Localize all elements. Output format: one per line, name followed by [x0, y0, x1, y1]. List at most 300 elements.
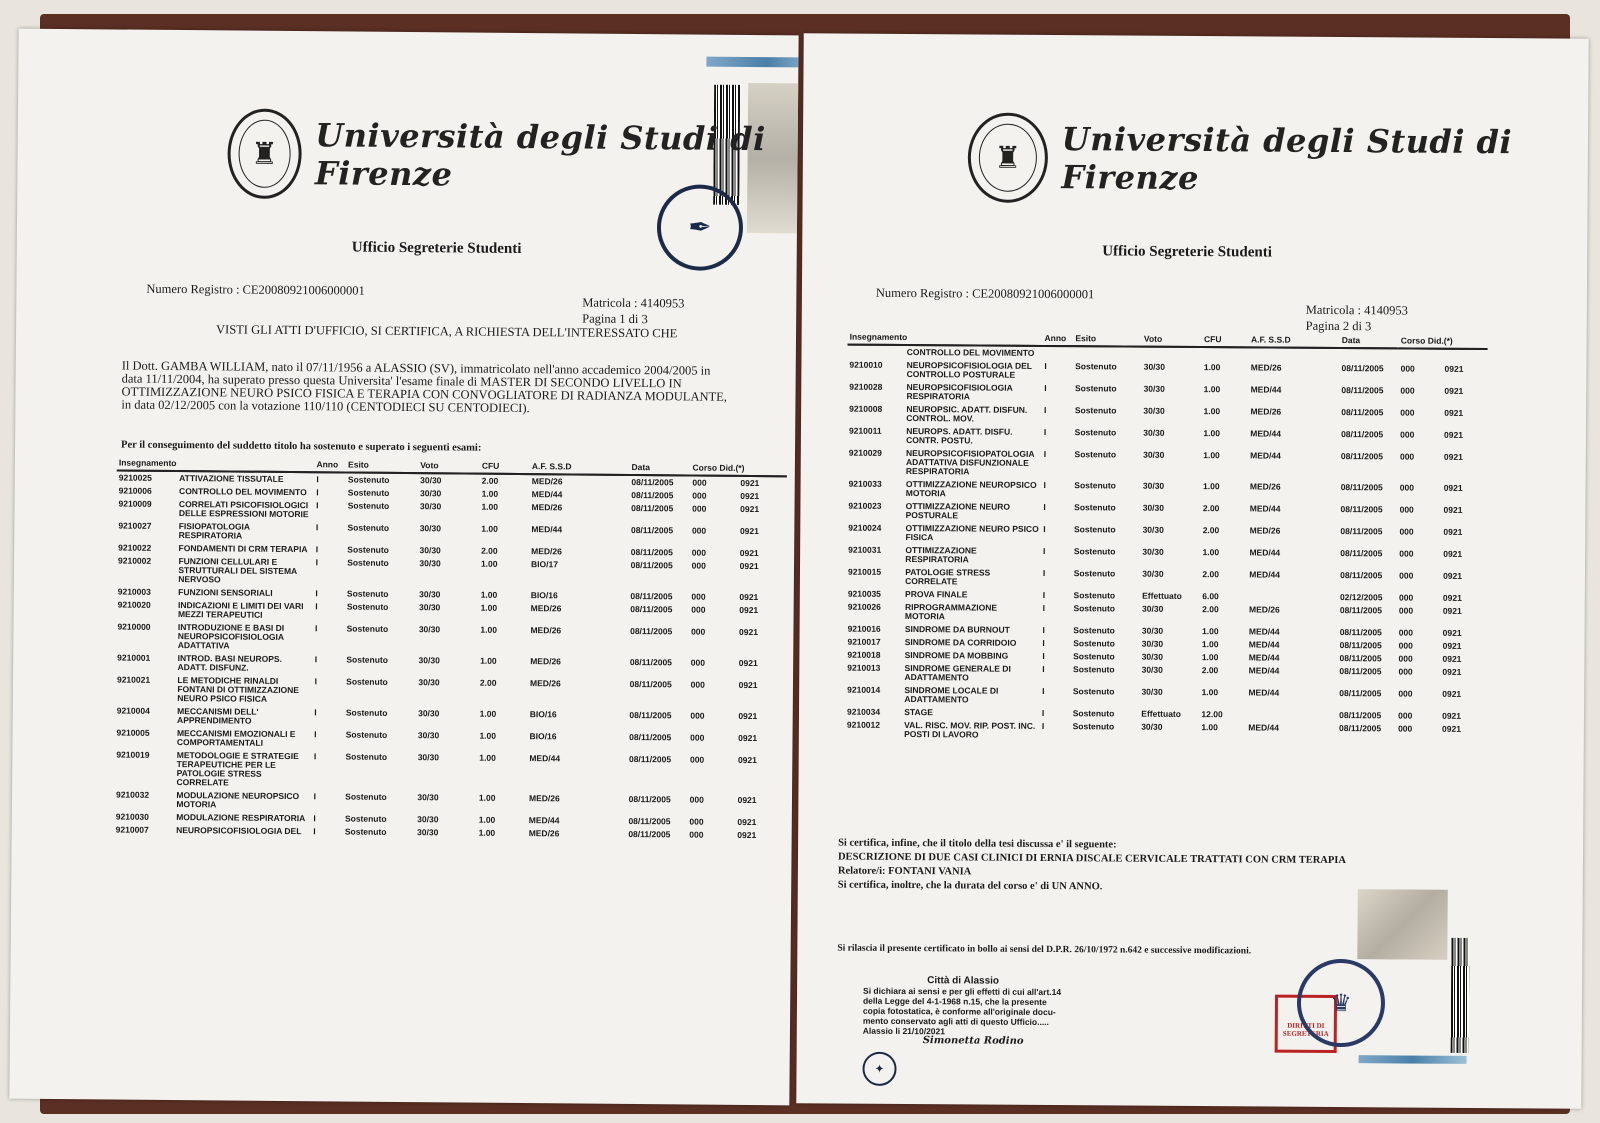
exam-c2: 0921 — [739, 560, 759, 572]
exam-cfu: 1.00 — [478, 792, 496, 803]
exam-code: 9210004 — [116, 705, 150, 716]
exam-c1: 000 — [689, 829, 704, 840]
exam-anno: I — [315, 522, 319, 533]
exam-cfu: 1.00 — [1201, 652, 1219, 663]
exam-code: 9210008 — [849, 403, 883, 414]
exam-c1: 000 — [1399, 526, 1414, 537]
exam-name: NEUROPSIC. ADATT. DISFUN. CONTROL. MOV. — [906, 403, 1028, 424]
col-corso: Corso Did.(*) — [1399, 335, 1488, 349]
exam-af: MED/44 — [1248, 626, 1280, 637]
round-stamp-icon: ✦ — [862, 1052, 896, 1086]
exam-af: MED/26 — [1250, 362, 1282, 373]
exam-data: 08/11/2005 — [631, 502, 674, 514]
exam-name: SINDROME DA BURNOUT — [904, 623, 1010, 635]
exam-name: MECCANISMI DELL' APPRENDIMENTO — [177, 706, 259, 726]
exam-esito: Sostenuto — [1075, 361, 1117, 372]
exam-voto: 30/30 — [418, 655, 440, 666]
exam-esito: Sostenuto — [1072, 686, 1115, 697]
exam-c1: 000 — [691, 560, 706, 571]
exam-cfu: 2.00 — [1201, 665, 1219, 676]
exam-af: BIO/16 — [529, 709, 557, 720]
exam-anno: I — [315, 623, 318, 634]
exam-c2: 0921 — [1442, 710, 1462, 721]
exam-c2: 0921 — [1444, 429, 1464, 440]
exam-anno: I — [1042, 663, 1045, 674]
exam-voto: 30/30 — [419, 589, 441, 600]
university-name: Università degli Studi di Firenze — [1061, 120, 1513, 198]
exam-c2: 0921 — [1442, 605, 1462, 616]
exam-c2: 0921 — [1442, 653, 1462, 664]
exam-data: 08/11/2005 — [1339, 640, 1382, 651]
exam-af: MED/44 — [1248, 687, 1280, 698]
relatore: Relatore/i: FONTANI VANIA — [837, 865, 972, 878]
exam-c1: 000 — [1398, 592, 1414, 603]
exam-cfu: 1.00 — [1203, 450, 1220, 461]
exam-esito: Sostenuto — [347, 500, 390, 511]
exam-data: 08/11/2005 — [630, 559, 673, 571]
exam-name: LE METODICHE RINALDI FONTANI DI OTTIMIZZAZIONE NEURO PSICO FISICA — [177, 675, 300, 704]
exam-name: OTTIMIZZAZIONE NEURO PSICO FISICA — [905, 522, 1039, 543]
exam-esito: Sostenuto — [1072, 721, 1115, 732]
exam-af: MED/26 — [530, 603, 562, 614]
citta-declaration — [863, 976, 1063, 1047]
exam-cfu: 1.00 — [479, 708, 497, 719]
exam-voto: 30/30 — [417, 814, 439, 825]
round-stamp-icon: ✒ — [657, 184, 744, 271]
exam-esito: Sostenuto — [1074, 480, 1116, 491]
exam-c1: 000 — [692, 503, 707, 514]
exam-anno: I — [313, 813, 316, 824]
exam-data: 08/11/2005 — [631, 489, 674, 501]
exam-data: 08/11/2005 — [1340, 451, 1384, 462]
exam-voto: 30/30 — [1143, 405, 1165, 416]
exam-c2: 0921 — [1442, 592, 1462, 603]
exam-anno: I — [314, 729, 317, 740]
exam-c1: 000 — [691, 626, 706, 637]
exam-esito: Sostenuto — [346, 654, 388, 665]
exam-c1: 000 — [1399, 482, 1414, 493]
exam-esito: Sostenuto — [346, 588, 389, 599]
exam-c1: 000 — [689, 754, 705, 765]
exam-name: NEUROPSICOFISIOLOGIA DEL — [176, 825, 302, 837]
exam-anno: I — [1041, 707, 1045, 718]
exam-data: 08/11/2005 — [629, 656, 672, 668]
exam-code: 9210012 — [846, 719, 881, 730]
exam-voto: 30/30 — [1143, 383, 1165, 394]
exam-data: 08/11/2005 — [629, 678, 672, 690]
exam-esito: Sostenuto — [1074, 427, 1117, 438]
exam-c2: 0921 — [740, 477, 760, 489]
exam-data: 08/11/2005 — [1340, 570, 1383, 581]
exam-data: 08/11/2005 — [1339, 666, 1382, 677]
exam-esito: Sostenuto — [1074, 405, 1117, 416]
exam-voto: 30/30 — [1142, 524, 1164, 535]
exam-name: FISIOPATOLOGIA RESPIRATORIA — [178, 521, 250, 541]
exam-data: 08/11/2005 — [1340, 504, 1383, 515]
exam-c2: 0921 — [737, 794, 757, 806]
exam-anno: I — [314, 707, 317, 718]
exam-esito: Sostenuto — [1073, 603, 1116, 614]
exam-c2: 0921 — [739, 547, 759, 559]
exam-voto: 30/30 — [1141, 651, 1164, 662]
exam-data: 08/11/2005 — [630, 524, 674, 536]
exam-af: MED/44 — [1248, 665, 1280, 676]
exam-anno: I — [1043, 448, 1047, 459]
exam-anno: I — [316, 474, 319, 485]
exam-code: 9210002 — [118, 555, 152, 566]
page-number: Pagina 2 di 3 — [1305, 318, 1372, 334]
exam-name: INTRODUZIONE E BASI DI NEUROPSICOFISIOLOGIA ADATTATIVA — [177, 622, 285, 651]
exam-data: 08/11/2005 — [628, 793, 671, 805]
exam-name: MODULAZIONE RESPIRATORIA — [176, 812, 306, 824]
exam-code: 9210007 — [115, 824, 149, 835]
exam-voto: 30/30 — [417, 792, 439, 803]
exam-cfu — [1202, 347, 1249, 361]
exam-anno: I — [315, 544, 319, 555]
exam-code: 9210016 — [847, 623, 881, 634]
exam-anno: I — [314, 654, 318, 665]
exam-voto: 30/30 — [417, 827, 439, 838]
exam-c2: 0921 — [739, 626, 759, 638]
exam-c1: 000 — [690, 710, 705, 721]
exam-voto: Effettuato — [1141, 708, 1182, 719]
exam-esito: Sostenuto — [345, 707, 388, 718]
exam-cfu: 1.00 — [480, 558, 498, 569]
exam-row — [114, 748, 784, 794]
exam-voto: 30/30 — [1142, 480, 1165, 491]
exam-code: 9210034 — [846, 706, 881, 717]
col-af: A.F. S.S.D — [530, 461, 630, 475]
exam-name: CONTROLLO DEL MOVIMENTO — [906, 347, 1035, 358]
certificate-page-1 — [9, 29, 798, 1106]
exam-cfu: 1.00 — [481, 488, 499, 499]
exam-name: NEUROPS. ADATT. DISFU. CONTR. POSTU. — [906, 425, 1013, 446]
exam-code: 9210025 — [118, 472, 152, 483]
col-af: A.F. S.S.D — [1249, 334, 1340, 348]
university-header — [968, 112, 1589, 206]
exam-c1: 000 — [1399, 548, 1414, 559]
revenue-stamp — [1357, 889, 1447, 960]
exam-voto: 30/30 — [418, 602, 441, 613]
certify-heading: VISTI GLI ATTI D'UFFICIO, SI CERTIFICA, A RICHIESTA DELL'INTERESSATO CHE — [216, 322, 678, 341]
exam-c2: 0921 — [1442, 666, 1462, 677]
exam-data: 08/11/2005 — [1341, 385, 1384, 396]
exam-c1: 000 — [1400, 385, 1415, 396]
exam-esito: Sostenuto — [345, 791, 387, 802]
exam-cfu: 1.00 — [1203, 384, 1221, 395]
exam-anno: I — [1042, 602, 1046, 613]
exam-code: 9210022 — [118, 542, 152, 553]
exam-code: 9210017 — [847, 636, 881, 647]
exam-c2: 0921 — [1442, 688, 1462, 699]
exam-name: OTTIMIZZAZIONE NEURO POSTURALE — [905, 500, 1011, 521]
exam-af: MED/26 — [531, 476, 563, 487]
exam-cfu: 2.00 — [1202, 604, 1219, 615]
exams-intro: Per il conseguimento del suddetto titolo ha sostenuto e superato i seguenti esami: — [121, 439, 482, 454]
exam-esito: Sostenuto — [1073, 568, 1116, 579]
exam-esito: Sostenuto — [345, 729, 388, 740]
exam-anno: I — [313, 826, 316, 837]
exam-c1: 000 — [1398, 688, 1413, 699]
exam-anno: I — [1043, 426, 1047, 437]
exam-voto: 30/30 — [420, 475, 442, 486]
exam-af: MED/26 — [1249, 481, 1281, 492]
exam-cfu: 1.00 — [481, 523, 498, 534]
thesis-line: Si certifica, infine, che il titolo della tesi discussa e' il seguente: — [838, 837, 1117, 851]
exam-row — [845, 719, 1485, 745]
exam-voto: 30/30 — [1142, 603, 1164, 614]
exam-cfu: 1.00 — [480, 602, 498, 613]
intro-paragraph: Il Dott. GAMBA WILLIAM, nato il 07/11/1956 a ALASSIO (SV), immatricolato nell'anno accademico 2004/2005 in data 11/11/2004, ha superato presso questa Universita' l'esame finale di MASTER DI SECONDO LIVELLO IN OTTIMIZZAZIONE NEURO PSICO FISICA E TERAPIA CON CONVOGLIATORE DI RADIANZA MODULANTE, in data 02/12/2005 con la votazione 110/110 (CENTODIECI SU CENTODIECI). — [121, 358, 727, 416]
exam-c2: 0921 — [738, 657, 758, 669]
exam-data: 08/11/2005 — [1339, 688, 1382, 699]
exams-table-p2 — [845, 332, 1488, 745]
thesis-title: DESCRIZIONE DI DUE CASI CLINICI DI ERNIA DISCALE CERVICALE TRATTATI CON CRM TERAPIA — [837, 851, 1347, 867]
exam-data — [1340, 348, 1399, 362]
exam-af: MED/26 — [529, 678, 561, 689]
registro-number: Numero Registro : CE20080921006000001 — [146, 281, 365, 298]
exam-esito: Sostenuto — [1074, 502, 1116, 513]
exam-data: 08/11/2005 — [631, 476, 674, 488]
exam-cfu: 1.00 — [1203, 362, 1221, 373]
exam-data: 08/11/2005 — [1341, 407, 1384, 418]
exam-esito: Sostenuto — [1073, 546, 1116, 557]
exam-c1: 000 — [1398, 653, 1413, 664]
exam-cfu: 1.00 — [479, 752, 496, 763]
exam-esito: Sostenuto — [347, 557, 389, 568]
office-title: Ufficio Segreterie Studenti — [1102, 243, 1272, 261]
exam-esito: Sostenuto — [347, 544, 389, 555]
exam-c2: 0921 — [738, 710, 758, 722]
exam-esito: Sostenuto — [1073, 625, 1115, 636]
exam-cfu: 1.00 — [1201, 626, 1219, 637]
exam-af — [1247, 590, 1338, 604]
exam-code: 9210023 — [848, 500, 882, 511]
exam-cfu: 2.00 — [1202, 525, 1220, 536]
exam-af: MED/26 — [528, 828, 560, 839]
exam-code: 9210027 — [118, 520, 152, 531]
col-insegnamento: Insegnamento — [848, 332, 1043, 346]
exam-c2: 0921 — [740, 503, 760, 515]
exam-name: CONTROLLO DEL MOVIMENTO — [179, 486, 307, 498]
exam-voto: 30/30 — [1141, 664, 1163, 675]
exam-name: RIPROGRAMMAZIONE MOTORIA — [904, 601, 998, 622]
exam-esito: Sostenuto — [346, 601, 389, 612]
exam-row — [847, 447, 1487, 482]
exam-cfu: 1.00 — [481, 501, 499, 512]
exam-voto: 30/30 — [1142, 568, 1164, 579]
exam-voto: 30/30 — [418, 708, 440, 719]
exam-name: OTTIMIZZAZIONE RESPIRATORIA — [905, 544, 977, 565]
exam-data: 08/11/2005 — [1339, 605, 1382, 616]
bollo-text: Si rilascia il presente certificato in bollo ai sensi del D.P.R. 26/10/1972 n.642 e successive modificazioni. — [837, 943, 1252, 957]
exam-esito: Sostenuto — [347, 474, 390, 485]
exam-c1: 000 — [689, 794, 704, 805]
exam-cfu: 2.00 — [481, 475, 499, 486]
exam-data: 08/11/2005 — [630, 546, 673, 558]
revenue-stamp-strip — [706, 57, 798, 68]
round-stamp-icon: ♛ — [1297, 959, 1386, 1048]
exam-af: MED/26 — [1250, 406, 1282, 417]
exam-anno: I — [1043, 523, 1046, 534]
exam-code — [847, 345, 904, 359]
exam-cfu: 1.00 — [480, 589, 498, 600]
exam-af: MED/44 — [1248, 722, 1280, 733]
exam-af: MED/26 — [530, 625, 562, 636]
exam-af: MED/26 — [530, 656, 561, 667]
exam-af: MED/44 — [528, 815, 560, 826]
exam-cfu: 1.00 — [1201, 687, 1219, 698]
exam-voto: 30/30 — [419, 488, 442, 499]
exam-c1: 000 — [691, 525, 707, 536]
col-insegnamento: Insegnamento — [117, 457, 315, 472]
exam-name: SINDROME DA MOBBING — [904, 649, 1009, 661]
citta-signature: Simonetta Rodino — [922, 1035, 1024, 1047]
exam-voto: 30/30 — [1141, 721, 1163, 732]
exam-cfu: 1.00 — [1203, 406, 1221, 417]
exam-c2: 0921 — [1443, 570, 1463, 581]
exam-af — [1246, 708, 1337, 722]
exam-voto: 30/30 — [418, 624, 441, 635]
exam-esito: Sostenuto — [1073, 651, 1115, 662]
exam-name: PATOLOGIE STRESS CORRELATE — [905, 566, 991, 587]
exam-code: 9210014 — [847, 684, 881, 695]
exam-anno: I — [1044, 382, 1047, 393]
segreteria-red-stamp: DIRITTI DI SEGRETERIA — [1275, 995, 1337, 1053]
exam-voto: 30/30 — [1143, 449, 1165, 460]
exam-voto: 30/30 — [419, 501, 442, 512]
exam-anno: I — [314, 676, 318, 687]
university-seal-icon: ♜ — [227, 108, 301, 199]
matricola: Matricola : 4140953 — [582, 295, 685, 311]
exam-c1: 000 — [690, 732, 705, 743]
exam-data: 08/11/2005 — [1340, 526, 1383, 537]
exams-table-p1 — [114, 457, 787, 842]
exam-voto: Effettuato — [1142, 590, 1182, 601]
exam-name: SINDROME DA CORRIDOIO — [904, 636, 1017, 648]
exam-voto: 30/30 — [419, 523, 442, 534]
exam-code: 9210000 — [117, 621, 151, 632]
exam-name: NEUROPSICOFISIOPATOLOGIA ADATTATIVA DISFUNZIONALE RESPIRATORIA — [905, 447, 1035, 477]
exam-code: 9210006 — [118, 485, 152, 496]
course-duration: Si certifica, inoltre, che la durata del corso e' di UN ANNO. — [837, 879, 1103, 893]
page-number: Pagina 1 di 3 — [582, 311, 648, 327]
exam-af: MED/26 — [1249, 604, 1280, 615]
exam-cfu: 2.00 — [479, 677, 497, 688]
exam-af: MED/44 — [1250, 384, 1282, 395]
exam-c1: 000 — [691, 547, 707, 558]
exam-code: 9210003 — [117, 586, 151, 597]
exam-c2: 0921 — [738, 732, 758, 744]
exam-name: MECCANISMI EMOZIONALI E COMPORTAMENTALI — [176, 728, 296, 748]
exam-c1: 000 — [1398, 640, 1413, 651]
exam-anno: I — [315, 588, 318, 599]
exam-data: 08/11/2005 — [630, 625, 673, 637]
exam-c2: 0921 — [1444, 385, 1464, 396]
exam-code: 9210028 — [849, 381, 883, 392]
exam-c2: 0921 — [1443, 482, 1463, 493]
exam-name: VAL. RISC. MOV. RIP. POST. INC. POSTI DI LAVORO — [904, 719, 1036, 740]
exam-c1: 000 — [1399, 570, 1414, 581]
exam-code: 9210019 — [116, 749, 150, 760]
col-cfu: CFU — [1202, 334, 1249, 347]
exam-c1: 000 — [1398, 605, 1414, 616]
exam-c1: 000 — [692, 477, 707, 488]
exam-cfu: 1.00 — [1202, 481, 1220, 492]
exam-af: MED/26 — [528, 793, 560, 804]
exam-c1: 000 — [689, 816, 704, 827]
university-name: Università degli Studi di Firenze — [314, 116, 766, 194]
exam-anno: I — [315, 601, 318, 612]
exam-data: 08/11/2005 — [628, 815, 671, 827]
exam-data: 08/11/2005 — [1341, 429, 1384, 440]
exam-cfu: 12.00 — [1201, 709, 1223, 720]
col-corso: Corso Did.(*) — [690, 462, 786, 476]
exam-c1: 000 — [691, 591, 706, 602]
exam-name: FUNZIONI CELLULARI E STRUTTURALI DEL SISTEMA NERVOSO — [178, 556, 297, 585]
exam-af: BIO/16 — [529, 731, 557, 742]
exam-c2: 0921 — [1443, 526, 1463, 537]
exam-c1: 000 — [1398, 666, 1413, 677]
exam-cfu: 1.00 — [478, 814, 496, 825]
exam-code: 9210011 — [848, 425, 882, 436]
exam-data: 08/11/2005 — [629, 731, 672, 743]
exam-data: 08/11/2005 — [1339, 653, 1382, 664]
exam-af: MED/44 — [1250, 450, 1281, 461]
exam-anno: I — [1044, 404, 1047, 415]
exam-anno: I — [1041, 720, 1045, 731]
exam-esito: Sostenuto — [345, 751, 388, 762]
exam-voto: 30/30 — [1141, 625, 1164, 636]
exam-cfu: 2.00 — [1202, 569, 1219, 580]
citta-date: Alassio li 21/10/2021 — [862, 1025, 946, 1037]
exam-esito: Sostenuto — [1073, 590, 1116, 601]
exam-af: MED/44 — [1248, 639, 1280, 650]
office-title: Ufficio Segreterie Studenti — [351, 239, 522, 258]
exam-data: 08/11/2005 — [1340, 548, 1383, 559]
exam-cfu: 1.00 — [479, 730, 497, 741]
exam-name: METODOLOGIE E STRATEGIE TERAPEUTICHE PER LE PATOLOGIE STRESS CORRELATE — [176, 750, 299, 788]
exam-anno: I — [1044, 360, 1047, 371]
exam-anno: I — [1042, 637, 1045, 648]
exam-af: MED/44 — [1249, 503, 1281, 514]
exam-c1: 000 — [690, 657, 706, 668]
col-data: Data — [1340, 335, 1399, 348]
registro-number: Numero Registro : CE20080921006000001 — [875, 285, 1095, 302]
exam-c1: 000 — [1400, 407, 1415, 418]
exam-af: MED/44 — [1249, 547, 1281, 558]
exam-c2: 0921 — [738, 679, 758, 691]
exam-anno — [1042, 346, 1073, 360]
exam-c2: 0921 — [739, 604, 759, 616]
exam-voto: 30/30 — [417, 730, 440, 741]
exam-anno: I — [1042, 624, 1045, 635]
exam-c2: 0921 — [739, 591, 759, 603]
exam-c2: 0921 — [1442, 627, 1462, 638]
exam-code: 9210032 — [115, 789, 150, 800]
exam-code: 9210024 — [848, 522, 882, 533]
exam-anno: I — [316, 487, 319, 498]
exam-cfu: 2.00 — [481, 545, 498, 556]
exam-code: 9210005 — [116, 727, 150, 738]
exam-anno: I — [1043, 501, 1046, 512]
exam-c2: 0921 — [737, 754, 757, 766]
exam-af: MED/44 — [531, 524, 563, 535]
exam-c1: 000 — [690, 679, 705, 690]
exam-data: 08/11/2005 — [1341, 363, 1384, 374]
exam-c2: 0921 — [1444, 407, 1464, 418]
exam-name: SINDROME GENERALE DI ADATTAMENTO — [904, 662, 1011, 683]
